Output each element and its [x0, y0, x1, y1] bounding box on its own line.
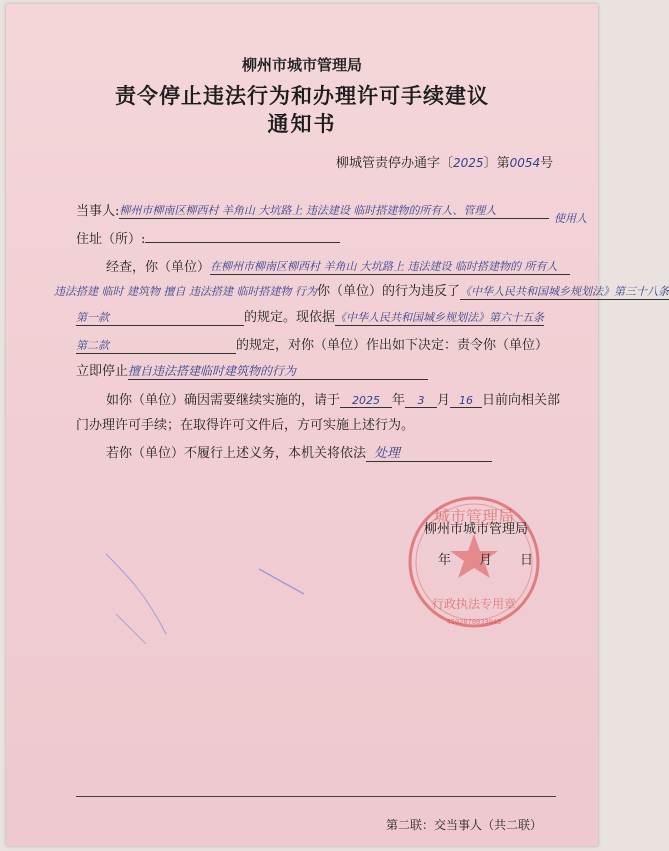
pen-scribble-mark — [86, 544, 206, 664]
stop-label: 立即停止 — [76, 364, 129, 379]
permit-day: 16 — [450, 394, 482, 408]
check-value: 在柳州市柳南区柳西村 羊角山 大坑路上 违法建设 临时搭建物的 所有人 — [210, 260, 558, 273]
party-label: 当事人: — [76, 204, 120, 219]
check-prefix: 经查，你（单位） — [106, 260, 211, 275]
sign-day: 日 — [520, 553, 534, 568]
violation-line — [54, 280, 669, 300]
sign-year: 年 — [438, 553, 452, 568]
law-violated-clause: 第一款 — [76, 309, 244, 326]
doc-number-suffix: 号 — [540, 156, 554, 171]
party-line — [76, 200, 549, 219]
permit-text: 如你（单位）确因需要继续实施的，请于 — [106, 393, 341, 408]
violation-handwriting: 违法搭建 临时 建筑物 擅自 违法搭建 临时搭建物 行为 — [54, 285, 317, 298]
violation-tail: 的行为违反了 — [382, 284, 461, 299]
pen-stroke-mark — [254, 564, 314, 604]
notice-paper — [6, 4, 669, 846]
party-extra: 使用人 — [554, 212, 587, 225]
doc-number-mid: 〕第 — [483, 156, 510, 171]
stop-value: 擅自违法搭建临时建筑物的行为 — [128, 362, 428, 380]
signing-agency: 柳州市城市管理局 — [424, 522, 529, 537]
law-violated: 《中华人民共和国城乡规划法》第三十八条 — [460, 285, 669, 298]
check-line — [106, 256, 570, 275]
permit-line — [106, 389, 560, 408]
permit-line-2: 门办理许可手续；在取得许可文件后，方可实施上述行为。 — [76, 418, 415, 433]
address-value — [145, 242, 340, 243]
permit-day-unit: 日前向相关部 — [482, 393, 561, 408]
doc-number-value: 0054 — [509, 156, 541, 170]
sign-month: 月 — [479, 553, 493, 568]
address-line — [76, 228, 340, 247]
doc-number-prefix: 柳城管责停办通字〔 — [336, 156, 454, 171]
doc-number-year: 2025 — [453, 156, 484, 170]
failure-value: 处理 — [366, 442, 492, 462]
address-label: 住址（所）: — [76, 232, 146, 247]
permit-month-unit: 月 — [437, 393, 451, 408]
seal-bottom-text: 行政执法专用章 — [431, 597, 517, 611]
agency-heading: 柳州市城市管理局 — [241, 56, 362, 74]
copy-label: 第二联：交当事人（共二联） — [386, 818, 543, 832]
permit-year-unit: 年 — [392, 393, 406, 408]
rule-text: 的规定。现依据 — [244, 310, 336, 325]
failure-line — [106, 442, 492, 462]
seal-number-text: 4502070033045 — [446, 618, 502, 626]
decision-text: 的规定，对你（单位）作出如下决定：责令你（单位） — [236, 338, 549, 353]
stop-line — [76, 360, 428, 380]
decision-line — [76, 334, 548, 354]
signing-date — [438, 549, 533, 568]
footer-divider — [76, 796, 556, 797]
party-value: 柳州市柳南区柳西村 羊角山 大坑路上 违法建设 临时搭建物的所有人、管理人 — [119, 204, 497, 217]
law-clause-line — [76, 306, 544, 326]
permit-month: 3 — [405, 394, 437, 408]
seal-top-text: 城市管理局 — [433, 507, 515, 526]
permit-year: 2025 — [340, 394, 392, 408]
law-basis-clause: 第二款 — [76, 337, 236, 354]
law-basis: 《中华人民共和国城乡规划法》第六十五条 — [335, 311, 545, 324]
document-number — [336, 152, 553, 171]
violation-party: 你（单位） — [316, 284, 382, 299]
document-title-line2: 通知书 — [267, 111, 337, 136]
failure-text: 若你（单位）不履行上述义务，本机关将依法 — [106, 446, 367, 461]
document-title: 责令停止违法行为和办理许可手续建议 — [115, 83, 489, 108]
